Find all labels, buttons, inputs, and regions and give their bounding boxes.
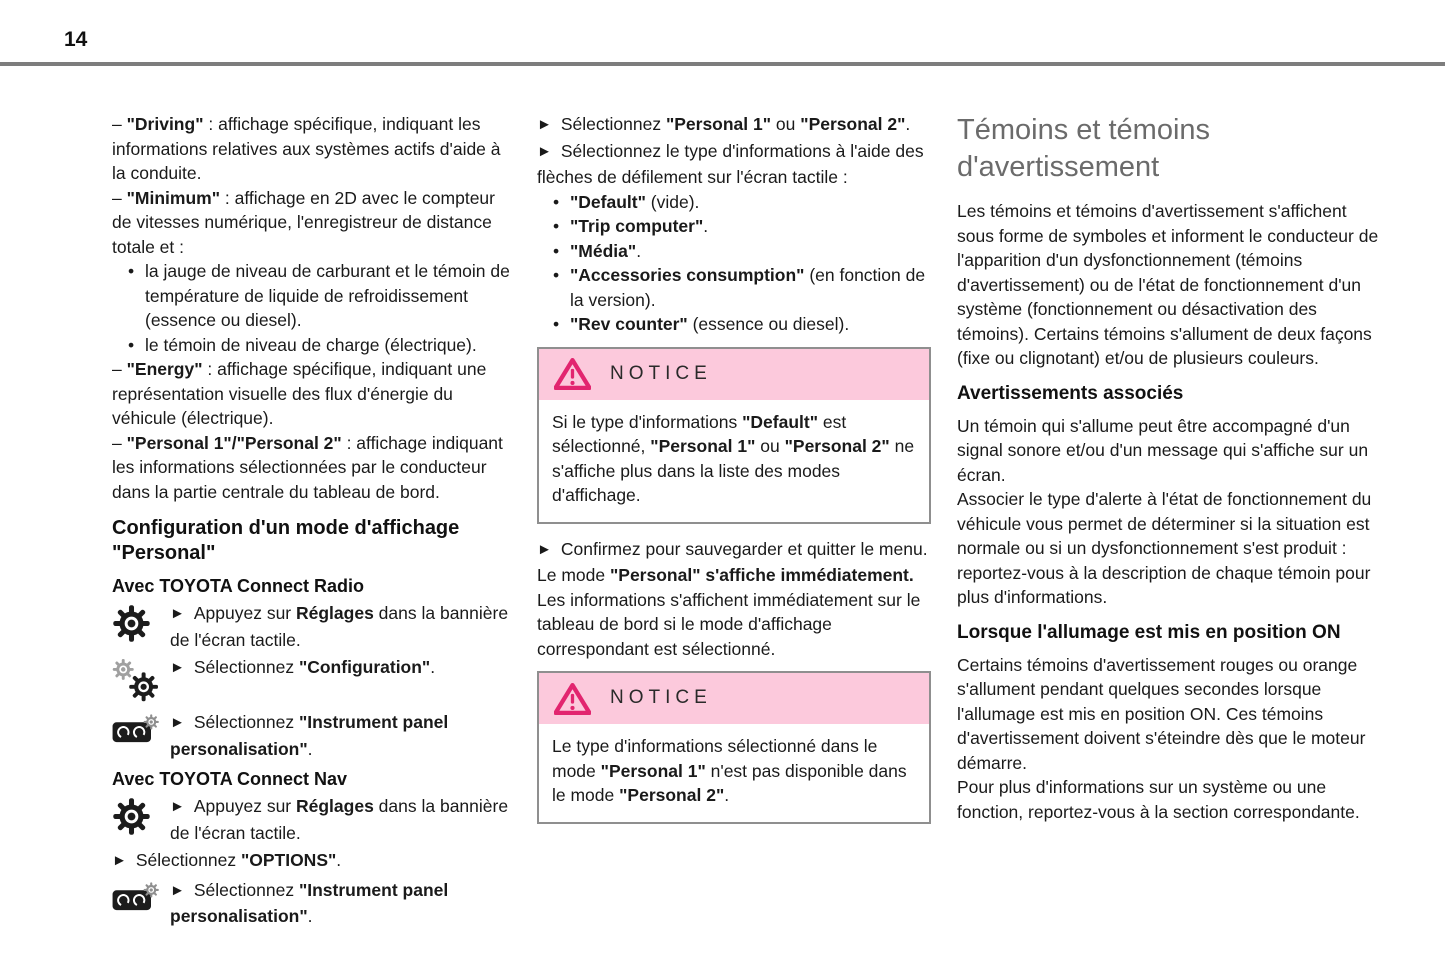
arrow-icon: ► (170, 798, 185, 815)
arrow-icon: ► (537, 116, 552, 133)
step-text (170, 878, 516, 929)
notice-label: NOTICE (610, 687, 712, 709)
section-heading-configuration: Configuration d'un mode d'affichage "Personal" (112, 517, 460, 564)
text-run: "Accessories consumption" (570, 265, 805, 285)
text-run: : affichage spécifique, indiquant une représentation visuelle des flux d'énergie du véhicule (électrique). (112, 359, 487, 428)
text-run: "Default" (570, 191, 646, 212)
text-run: "Personal 1" (650, 436, 756, 456)
arrow-icon: ► (170, 714, 185, 731)
text-run: "Default" (742, 411, 819, 432)
warning-triangle-icon (554, 357, 591, 391)
text-run: . (307, 738, 313, 759)
text-run: le témoin de niveau de charge (électrique). (145, 334, 477, 355)
step-text (170, 601, 516, 652)
text-run: "Minimum" (126, 187, 221, 208)
text-run: ne s'affiche plus dans la liste des modes d'affichage. (552, 436, 915, 505)
text-run: "Personal 1"/"Personal 2" (126, 432, 342, 453)
text-run: "Configuration" (298, 657, 431, 677)
step-text (170, 710, 516, 761)
warning-triangle-icon (554, 682, 591, 716)
instrument-panel-icon (112, 878, 170, 912)
text-run: : affichage en 2D avec le compteur de vitesses numérique, l'enregistreur de distance totale et : (112, 187, 495, 257)
text-run: : affichage spécifique, indiquant les informations relatives aux systèmes actifs d'aide à la conduite. (112, 114, 501, 183)
text-run: . (336, 850, 342, 870)
bullet-glyph: • (128, 334, 135, 355)
text-run: "OPTIONS" (240, 850, 337, 870)
notice-text (552, 410, 916, 508)
text-run: : affichage indiquant les informations sélectionnées par le conducteur dans la partie centrale du tableau de bord. (112, 432, 503, 502)
notice-header (539, 349, 929, 400)
text-run: . (905, 114, 911, 134)
text-run: "Personal 1" (665, 114, 772, 134)
text-run: ou (771, 114, 801, 134)
step-text (537, 139, 931, 190)
subheading-connect-nav: Avec TOYOTA Connect Nav (112, 769, 348, 789)
page-title: Témoins et témoins d'avertissement (957, 114, 1211, 183)
text-run: "Personal 2" (800, 114, 906, 134)
info-type-list (537, 190, 931, 337)
header-divider (0, 62, 1445, 66)
instrument-panel-icon (112, 710, 170, 744)
column-right (957, 112, 1385, 824)
notice-body (539, 724, 929, 822)
paragraph-more-info: Pour plus d'informations sur un système ou une fonction, reportez-vous à la section correspondante. (957, 777, 1360, 822)
gear-icon (112, 794, 170, 836)
bullet-glyph: • (553, 191, 560, 212)
text-run: dans la bannière de l'écran tactile. (170, 603, 509, 650)
text-run: . (430, 657, 436, 677)
notice-label: NOTICE (610, 362, 712, 384)
text-run: "Personal" s'affiche immédiatement. (609, 565, 914, 585)
text-run: "Energy" (126, 359, 203, 379)
step-row (112, 710, 516, 761)
step-row (112, 655, 516, 704)
text-run: Sélectionnez (193, 712, 299, 732)
text-run: Si le type d'informations (552, 411, 743, 432)
arrow-icon: ► (170, 659, 185, 676)
paragraph-personal (112, 431, 516, 505)
notice-box (537, 347, 931, 524)
text-run: Les informations s'affichent immédiatement sur le tableau de bord si le mode d'affichage correspondant est sélectionné. (537, 589, 921, 659)
text-run: – (112, 359, 127, 379)
bullet-glyph: • (553, 216, 560, 236)
paragraph-driving (112, 112, 516, 186)
paragraph-warning-lights-intro: Les témoins et témoins d'avertissement s'affichent sous forme de symboles et informent le conducteur de l'apparition d'un dysfonctionnement (témoins d'avertissement) ou de l'état de fonctionnement d'un système (fonctionnement ou désactivation des témoins). Certains témoins s'allument de deux façons (fixe ou clignotant) et/ou de plusieurs couleurs. (957, 201, 1379, 368)
notice-text (552, 734, 916, 808)
step-row (112, 878, 516, 929)
text-run: est sélectionné, (552, 411, 847, 456)
paragraph-info-display (537, 588, 931, 662)
text-run: "Personal 2" (784, 436, 890, 456)
text-run: Appuyez sur (193, 603, 296, 623)
text-run: Réglages (296, 796, 374, 816)
notice-header (539, 673, 929, 724)
text-run: la jauge de niveau de carburant et le témoin de température de liquide de refroidissement (essence ou diesel). (145, 261, 510, 330)
list-item (128, 333, 516, 358)
text-run: – (112, 114, 127, 134)
bullet-glyph: • (128, 261, 135, 281)
bullet-glyph: • (553, 240, 560, 261)
paragraph-ignition-on: Certains témoins d'avertissement rouges ou orange s'allument pendant quelques secondes lorsque l'allumage est mis en position ON. Ces témoins d'avertissement doivent s'éteindre dès que le moteur démarre. (957, 654, 1366, 773)
text-run: "Trip computer" (570, 216, 704, 236)
arrow-icon: ► (170, 881, 185, 899)
step-text (537, 537, 931, 564)
paragraph-warning-signal: Un témoin qui s'allume peut être accompagné d'un signal sonore et/ou d'un message qui s'affiche sur un écran. (957, 415, 1369, 485)
column-middle (537, 112, 931, 837)
arrow-icon: ► (537, 540, 552, 558)
text-run: "Rev counter" (570, 314, 688, 334)
text-run: Sélectionnez (560, 114, 666, 134)
bullet-glyph: • (553, 265, 560, 285)
text-run: dans la bannière de l'écran tactile. (170, 796, 509, 843)
arrow-icon: ► (112, 852, 127, 869)
text-run: . (307, 906, 313, 926)
step-text (537, 112, 931, 139)
step-text (170, 655, 516, 682)
text-run: "Personal 2" (619, 785, 725, 805)
step-text (112, 848, 516, 875)
text-run: n'est pas disponible dans le mode (552, 760, 907, 805)
notice-body (539, 400, 929, 522)
text-run: Sélectionnez (193, 657, 299, 677)
notice-box (537, 671, 931, 824)
text-run: Confirmez pour sauvegarder et quitter le menu. (560, 538, 928, 559)
subheading-connect-radio: Avec TOYOTA Connect Radio (112, 576, 365, 596)
list-item (553, 239, 931, 264)
text-run: "Média" (570, 240, 637, 261)
gears-icon (112, 655, 170, 704)
arrow-icon: ► (170, 605, 185, 622)
column-left (112, 112, 516, 932)
text-run: "Personal 1" (600, 760, 706, 781)
text-run: Le type d'informations sélectionné dans le mode (552, 736, 878, 781)
list-item (128, 259, 516, 333)
paragraph-alert-type: Associer le type d'alerte à l'état de fonctionnement du véhicule vous permet de déterminer si la situation est normale ou si un dysfonctionnement s'est produit : reportez-vous à la description de chaque témoin pour plus d'informations. (957, 489, 1372, 607)
gear-icon (112, 601, 170, 643)
list-item (553, 263, 931, 312)
text-run: "Instrument panel personalisation" (170, 712, 449, 759)
minimum-bullet-list (112, 259, 516, 357)
text-run: (en fonction de la version). (570, 265, 926, 310)
text-run: . (724, 785, 730, 805)
paragraph-minimum (112, 186, 516, 260)
step-row (112, 601, 516, 652)
list-item (553, 312, 931, 337)
subheading-ignition-on: Lorsque l'allumage est mis en position ON (957, 621, 1341, 643)
step-text (170, 794, 516, 845)
step-row (112, 794, 516, 845)
list-item (553, 214, 931, 239)
list-item (553, 190, 931, 215)
text-run: Sélectionnez (193, 879, 299, 900)
text-run: – (112, 432, 127, 453)
text-run: Sélectionnez le type d'informations à l'aide des flèches de défilement sur l'écran tactile : (537, 140, 924, 187)
text-run: Sélectionnez (135, 850, 241, 870)
bullet-glyph: • (553, 314, 560, 334)
text-run: Réglages (296, 603, 374, 623)
page-number: 14 (64, 28, 88, 51)
paragraph-personal-mode (537, 563, 931, 588)
text-run: Le mode (537, 565, 610, 585)
text-run: . (636, 240, 642, 261)
text-run: ou (755, 436, 785, 456)
arrow-icon: ► (537, 142, 552, 160)
text-run: – (112, 187, 127, 208)
subheading-associated-warnings: Avertissements associés (957, 382, 1184, 404)
text-run: "Instrument panel personalisation" (170, 879, 449, 926)
text-run: (vide). (645, 191, 700, 212)
text-run: (essence ou diesel). (687, 314, 850, 334)
text-run: "Driving" (126, 114, 204, 134)
text-run: . (703, 216, 709, 236)
text-run: Appuyez sur (193, 796, 296, 816)
paragraph-energy (112, 357, 516, 431)
